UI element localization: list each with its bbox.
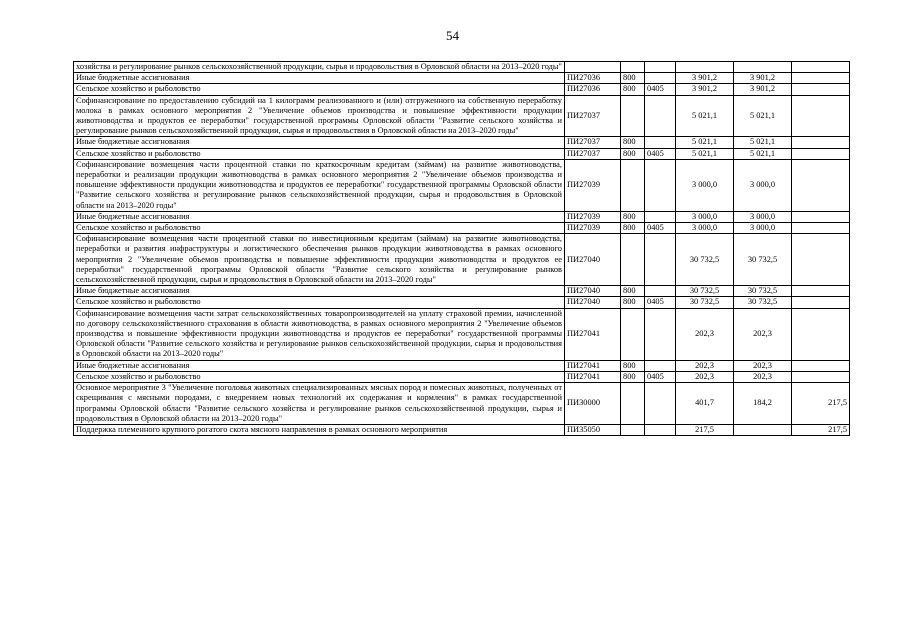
section-code [645,95,676,137]
table-row [74,148,850,159]
row-description: Иные бюджетные ассигнования [74,137,565,148]
sum-regional: 217,5 [792,424,850,435]
table-row [74,297,850,308]
sum-federal [734,62,792,73]
table-row [74,95,850,137]
sum-total: 5 021,1 [676,148,734,159]
target-code: ПИ27037 [565,137,621,148]
section-code [645,383,676,425]
table-row [74,424,850,435]
row-description: Иные бюджетные ассигнования [74,286,565,297]
sum-regional [792,223,850,234]
sum-federal: 3 901,2 [734,84,792,95]
sum-total: 202,3 [676,308,734,360]
target-code: ПИ27039 [565,223,621,234]
table-row [74,159,850,211]
sum-regional [792,62,850,73]
sum-regional [792,159,850,211]
expense-type: 800 [621,84,645,95]
table-row [74,383,850,425]
expense-type [621,424,645,435]
target-code: ПИ27040 [565,286,621,297]
sum-total: 30 732,5 [676,286,734,297]
table-row [74,62,850,73]
sum-federal: 3 901,2 [734,73,792,84]
sum-total: 3 901,2 [676,84,734,95]
sum-regional [792,308,850,360]
target-code: ПИ27041 [565,360,621,371]
section-code [645,211,676,222]
section-code [645,137,676,148]
target-code: ПИ27037 [565,95,621,137]
expense-type: 800 [621,223,645,234]
section-code: 0405 [645,148,676,159]
section-code [645,159,676,211]
section-code: 0405 [645,223,676,234]
sum-total: 3 000,0 [676,223,734,234]
expense-type: 800 [621,360,645,371]
sum-federal: 3 000,0 [734,223,792,234]
sum-regional [792,371,850,382]
target-code: ПИ35050 [565,424,621,435]
sum-federal: 5 021,1 [734,148,792,159]
sum-total: 217,5 [676,424,734,435]
section-code [645,62,676,73]
row-description: Сельское хозяйство и рыболовство [74,371,565,382]
expense-type: 800 [621,371,645,382]
sum-total [676,62,734,73]
expense-type [621,95,645,137]
sum-regional [792,211,850,222]
expense-type [621,234,645,286]
section-code: 0405 [645,371,676,382]
section-code: 0405 [645,297,676,308]
table-row [74,234,850,286]
row-description: Сельское хозяйство и рыболовство [74,148,565,159]
row-description: Софинансирование возмещения части процентной ставки по инвестиционным кредитам (займам) на развитие животноводства, переработки и развития инфраструктуры и логистического обеспечения рынков продукции животноводства в рамках основного мероприятия 2 "Увеличение объемов производства и повышение эффективности продукции животноводства и продуктов ее переработки" государственной программы Орловской области "Развитие сельского хозяйства и регулирование рынков сельскохозяйственной продукции, сырья и продовольствия в Орловской области на 2013–2020 годы" [74,234,565,286]
expense-type [621,62,645,73]
expense-type: 800 [621,211,645,222]
target-code: ПИ27037 [565,148,621,159]
sum-total: 202,3 [676,360,734,371]
sum-regional [792,73,850,84]
table-row [74,84,850,95]
target-code: ПИ27036 [565,84,621,95]
sum-regional [792,95,850,137]
sum-federal: 202,3 [734,308,792,360]
expense-type [621,383,645,425]
budget-table [73,61,850,436]
sum-regional [792,84,850,95]
sum-federal: 30 732,5 [734,297,792,308]
sum-federal: 5 021,1 [734,95,792,137]
table-row [74,211,850,222]
target-code: ПИ27039 [565,159,621,211]
sum-total: 3 901,2 [676,73,734,84]
sum-federal: 3 000,0 [734,211,792,222]
table-row [74,360,850,371]
target-code: ПИ27041 [565,371,621,382]
row-description: хозяйства и регулирование рынков сельскохозяйственной продукции, сырья и продовольствия в Орловской области на 2013–2020 годы" [74,62,565,73]
expense-type: 800 [621,286,645,297]
sum-federal: 202,3 [734,360,792,371]
target-code: ПИ27041 [565,308,621,360]
table-body [74,62,850,436]
page-number: 54 [446,28,459,43]
expense-type [621,308,645,360]
sum-regional [792,360,850,371]
sum-total: 401,7 [676,383,734,425]
table-row [74,73,850,84]
sum-regional [792,286,850,297]
sum-federal: 30 732,5 [734,234,792,286]
expense-type: 800 [621,297,645,308]
section-code [645,73,676,84]
sum-total: 202,3 [676,371,734,382]
row-description: Сельское хозяйство и рыболовство [74,297,565,308]
row-description: Иные бюджетные ассигнования [74,360,565,371]
row-description: Поддержка племенного крупного рогатого скота мясного направления в рамках основного мероприятия [74,424,565,435]
row-description: Иные бюджетные ассигнования [74,73,565,84]
section-code: 0405 [645,84,676,95]
target-code [565,62,621,73]
row-description: Сельское хозяйство и рыболовство [74,84,565,95]
sum-regional [792,148,850,159]
target-code: ПИ30000 [565,383,621,425]
sum-regional [792,234,850,286]
section-code [645,360,676,371]
row-description: Софинансирование возмещения части затрат сельскохозяйственных товаропроизводителей на уплату страховой премии, начисленной по договору сельскохозяйственного страхования в области животноводства, в рамках основного мероприятия 2 "Увеличение объемов производства и повышение эффективности продукции животноводства и продуктов ее переработки" государственной программы Орловской области "Развитие сельского хозяйства и регулирование рынков сельскохозяйственной продукции, сырья и продовольствия в Орловской области на 2013–2020 годы" [74,308,565,360]
sum-regional [792,297,850,308]
sum-federal: 30 732,5 [734,286,792,297]
sum-regional [792,137,850,148]
section-code [645,286,676,297]
sum-regional: 217,5 [792,383,850,425]
target-code: ПИ27040 [565,297,621,308]
table-row [74,223,850,234]
sum-federal: 184,2 [734,383,792,425]
table-row [74,286,850,297]
sum-federal: 202,3 [734,371,792,382]
row-description: Сельское хозяйство и рыболовство [74,223,565,234]
section-code [645,234,676,286]
row-description: Основное мероприятие 3 "Увеличение поголовья животных специализированных мясных пород и помесных животных, полученных от скрещивания с мясными породами, с внедрением новых технологий их содержания и кормления" в рамках государственной программы Орловской области "Развитие сельского хозяйства и регулирование рынков сельскохозяйственной продукции, сырья и продовольствия в Орловской области на 2013–2020 годы" [74,383,565,425]
expense-type [621,159,645,211]
sum-total: 30 732,5 [676,234,734,286]
table-row [74,371,850,382]
sum-total: 30 732,5 [676,297,734,308]
sum-total: 3 000,0 [676,159,734,211]
expense-type: 800 [621,148,645,159]
table-row [74,308,850,360]
expense-type: 800 [621,137,645,148]
row-description: Софинансирование возмещения части процентной ставки по краткосрочным кредитам (займам) на развитие животноводства, переработки и реализации продукции животноводства в рамках основного мероприятия 2 "Увеличение объемов производства и повышение эффективности продукции животноводства и продуктов ее переработки" государственной программы Орловской области "Развитие сельского хозяйства и регулирование рынков сельскохозяйственной продукции, сырья и продовольствия в Орловской области на 2013–2020 годы" [74,159,565,211]
sum-total: 5 021,1 [676,95,734,137]
target-code: ПИ27039 [565,211,621,222]
sum-federal [734,424,792,435]
sum-total: 5 021,1 [676,137,734,148]
row-description: Иные бюджетные ассигнования [74,211,565,222]
target-code: ПИ27040 [565,234,621,286]
section-code [645,308,676,360]
target-code: ПИ27036 [565,73,621,84]
sum-total: 3 000,0 [676,211,734,222]
expense-type: 800 [621,73,645,84]
sum-federal: 3 000,0 [734,159,792,211]
row-description: Софинансирование по предоставлению субсидий на 1 килограмм реализованного и (или) отгруженного на собственную переработку молока в рамках основного мероприятия 2 "Увеличение объемов производства и повышение эффективности продукции животноводства и продуктов ее переработки" государственной программы Орловской области "Развитие сельского хозяйства и регулирование рынков сельскохозяйственной продукции, сырья и продовольствия в Орловской области на 2013–2020 годы" [74,95,565,137]
section-code [645,424,676,435]
sum-federal: 5 021,1 [734,137,792,148]
table-row [74,137,850,148]
